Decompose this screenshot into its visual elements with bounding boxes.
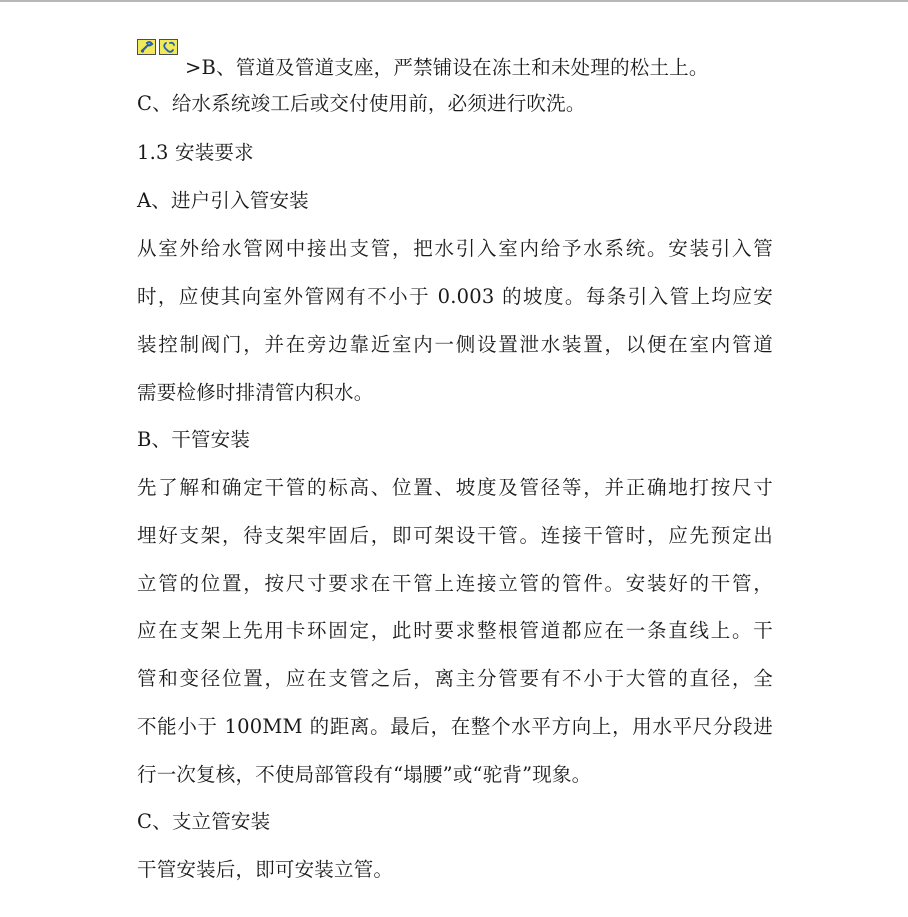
text-line-6: 时，应使其向室外管网有不小于 0.003 的坡度。每条引入管上均应安 — [137, 285, 773, 308]
top-border — [0, 0, 908, 2]
text-line-1 — [137, 35, 709, 83]
line-text: B、管道及管道支座，严禁铺设在冻土和未处理的松土上。 — [201, 56, 709, 79]
text-line-15: 不能小于 100MM 的距离。最后，在整个水平方向上，用水平尺分段进 — [137, 715, 773, 738]
wrench-icon-glyph — [139, 41, 155, 54]
line-prefix: > — [185, 56, 202, 79]
text-line-14: 管和变径位置，应在支管之后，离主分管要有不小于大管的直径，全 — [137, 667, 773, 690]
link-icon[interactable] — [159, 39, 178, 55]
text-line-8: 需要检修时排清管内积水。 — [137, 381, 374, 404]
text-line-11: 埋好支架，待支架牢固后，即可架设干管。连接干管时，应先预定出 — [137, 524, 773, 547]
text-line-13: 应在支架上先用卡环固定，此时要求整根管道都应在一条直线上。干 — [137, 619, 773, 642]
section-heading: 1.3 安装要求 — [137, 141, 254, 164]
link-icon-glyph — [161, 41, 177, 54]
object-icons[interactable] — [137, 39, 181, 55]
text-line-7: 装控制阀门，并在旁边靠近室内一侧设置泄水装置，以便在室内管道 — [137, 333, 773, 356]
text-line-10: 先了解和确定干管的标高、位置、坡度及管径等，并正确地打按尺寸 — [137, 476, 773, 499]
text-line-5: 从室外给水管网中接出支管，把水引入室内给予水系统。安装引入管 — [137, 237, 773, 260]
subsection-heading: B、干管安装 — [137, 428, 251, 451]
subsection-heading: A、进户引入管安装 — [137, 189, 309, 212]
wrench-icon[interactable] — [137, 39, 156, 55]
text-line-12: 立管的位置，按尺寸要求在干管上连接立管的管件。安装好的干管， — [137, 572, 773, 595]
subsection-heading: C、支立管安装 — [137, 810, 271, 833]
text-line-2: C、给水系统竣工后或交付使用前，必须进行吹洗。 — [137, 92, 586, 115]
text-line-16: 行一次复核，不使局部管段有“塌腰”或“驼背”现象。 — [137, 763, 592, 786]
text-line-18: 干管安装后，即可安装立管。 — [137, 858, 394, 881]
